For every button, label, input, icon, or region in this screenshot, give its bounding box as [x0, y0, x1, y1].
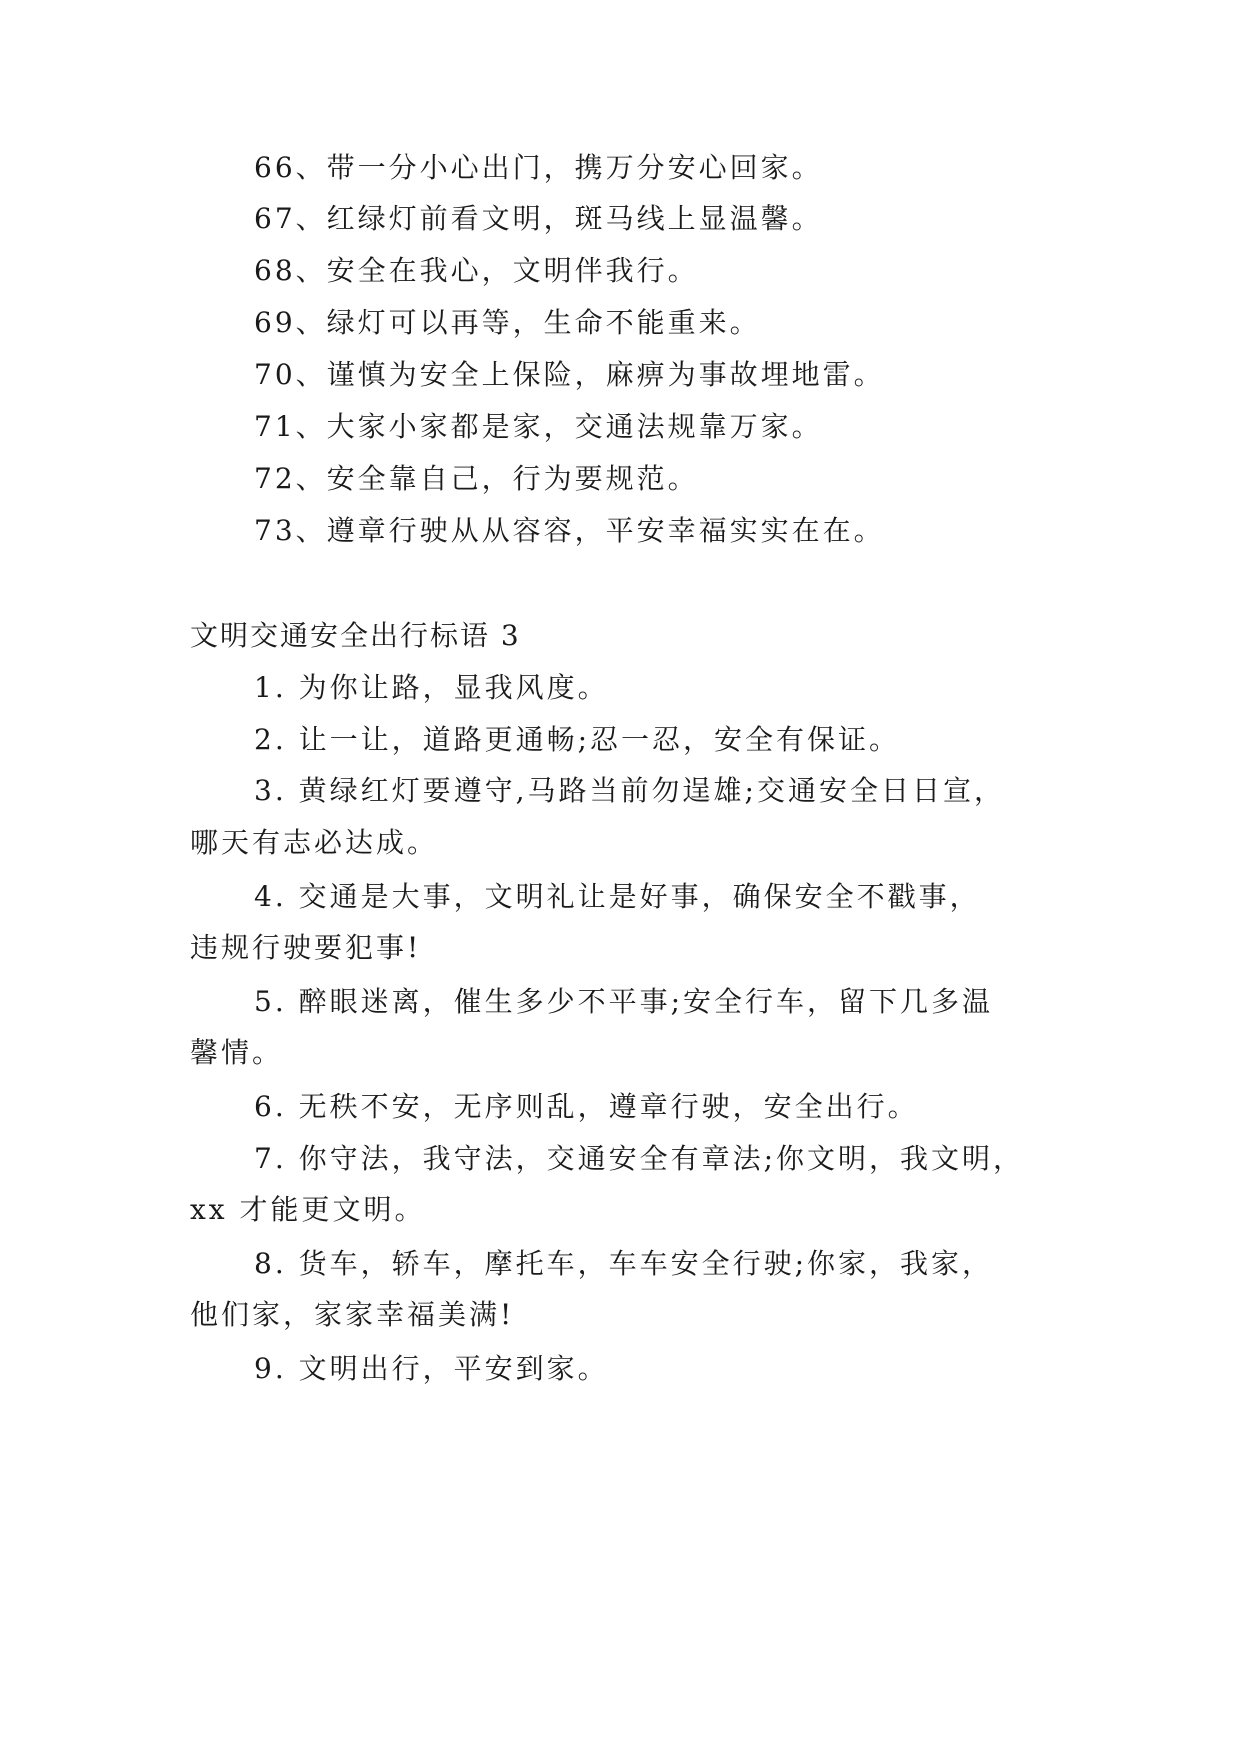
slogan-b-5-cont: 馨情。	[190, 1036, 284, 1069]
slogan-b-1: 1. 为你让路，显我风度。	[254, 671, 609, 704]
slogan-71: 71、大家小家都是家，交通法规靠万家。	[254, 410, 823, 443]
slogan-72: 72、安全靠自己，行为要规范。	[254, 462, 699, 495]
slogan-b-4: 4. 交通是大事，文明礼让是好事，确保安全不戳事，	[254, 880, 981, 913]
slogan-b-9: 9. 文明出行，平安到家。	[254, 1352, 609, 1385]
slogan-b-8: 8. 货车，轿车，摩托车，车车安全行驶;你家，我家，	[254, 1247, 994, 1280]
slogan-b-6: 6. 无秩不安，无序则乱，遵章行驶，安全出行。	[254, 1090, 919, 1123]
slogan-b-3-cont: 哪天有志必达成。	[190, 826, 439, 859]
slogan-b-7: 7. 你守法，我守法，交通安全有章法;你文明，我文明，	[254, 1142, 1025, 1175]
slogan-68: 68、安全在我心，文明伴我行。	[254, 254, 699, 287]
slogan-b-4-cont: 违规行驶要犯事!	[190, 931, 422, 964]
slogan-67: 67、红绿灯前看文明，斑马线上显温馨。	[254, 202, 823, 235]
slogan-66: 66、带一分小心出门，携万分安心回家。	[254, 151, 823, 184]
slogan-b-2: 2. 让一让，道路更通畅;忍一忍，安全有保证。	[254, 723, 901, 756]
slogan-73: 73、遵章行驶从从容容，平安幸福实实在在。	[254, 514, 885, 547]
slogan-b-3: 3. 黄绿红灯要遵守,马路当前勿逞雄;交通安全日日宣，	[254, 774, 1005, 807]
slogan-69: 69、绿灯可以再等，生命不能重来。	[254, 306, 761, 339]
slogan-b-7-cont: xx 才能更文明。	[190, 1193, 426, 1226]
slogan-70: 70、谨慎为安全上保险，麻痹为事故埋地雷。	[254, 358, 885, 391]
slogan-b-8-cont: 他们家，家家幸福美满!	[190, 1298, 515, 1331]
slogan-b-5: 5. 醉眼迷离，催生多少不平事;安全行车，留下几多温	[254, 985, 994, 1018]
section-heading: 文明交通安全出行标语 3	[190, 619, 521, 652]
